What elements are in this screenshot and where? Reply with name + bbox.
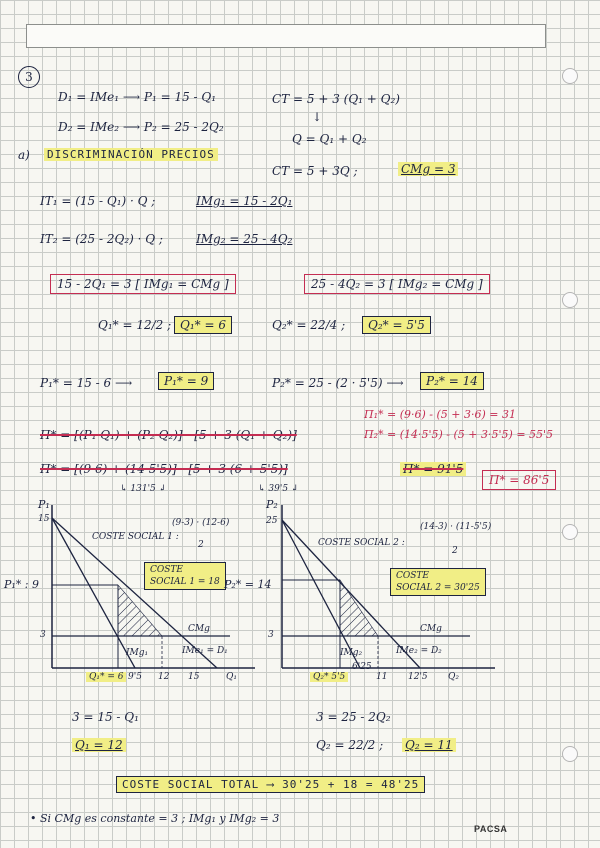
g2-ime: IMe₂ = D₂ (396, 646, 442, 656)
g2-social-box: COSTE SOCIAL 2 = 30'25 (390, 568, 486, 596)
g1-x-95: 9'5 (128, 672, 142, 682)
g1-social-box: COSTE SOCIAL 1 = 18 (144, 562, 226, 590)
g1-social-title: COSTE SOCIAL 1 : (92, 532, 179, 542)
cost-total-2: CT = 5 + 3Q ; (272, 164, 358, 178)
g2-x-axis-label: Q₂ (448, 672, 459, 682)
section-a-label: a) (18, 148, 30, 162)
price-2-calc: P₂* = 25 - (2 · 5'5) ⟶ (272, 376, 404, 390)
exercise-number: 3 (18, 66, 40, 88)
g2-x-625: 6'25 (352, 662, 372, 672)
social-q-1: Q₁ = 12 (72, 738, 126, 752)
brand-logo: PACSA (474, 824, 508, 834)
g2-price-label: P₂* = 14 (224, 578, 272, 591)
income-2: IT₂ = (25 - 2Q₂) · Q ; (40, 232, 163, 246)
quantity-2-calc: Q₂* = 22/4 ; (272, 318, 346, 332)
g1-x-q: Q₁* = 6 (86, 672, 126, 682)
g2-y-axis-label: P₂ (266, 498, 278, 511)
g2-social-title: COSTE SOCIAL 2 : (318, 538, 405, 548)
g1-cmg: CMg (188, 624, 210, 634)
g2-cmg: CMg (420, 624, 442, 634)
footer-note: • Si CMg es constante = 3 ; IMg₁ y IMg₂ = 3 (30, 812, 280, 825)
condition-1: 15 - 2Q₁ = 3 [ IMg₁ = CMg ] (50, 274, 236, 294)
condition-2: 25 - 4Q₂ = 3 [ IMg₂ = CMg ] (304, 274, 490, 294)
g2-y-top: 25 (266, 516, 278, 526)
profit-result-struck: Π* = 91'5 (400, 462, 466, 476)
g1-x-12: 12 (158, 672, 170, 682)
total-social-cost: COSTE SOCIAL TOTAL ⟶ 30'25 + 18 = 48'25 (116, 776, 425, 793)
quantity-1-calc: Q₁* = 12/2 ; (98, 318, 172, 332)
graph-market-1 (30, 500, 270, 690)
demand-1: D₁ = IMe₁ ⟶ P₁ = 15 - Q₁ (58, 90, 217, 104)
g1-social-den: 2 (198, 540, 204, 550)
header-box (26, 24, 546, 48)
g2-img: IMg₂ (340, 648, 363, 658)
g1-y-axis-label: P₁ (38, 498, 50, 511)
binder-hole (562, 746, 578, 762)
g1-ime: IMe₁ = D₁ (182, 646, 228, 656)
g1-img: IMg₁ (126, 648, 149, 658)
price-1-calc: P₁* = 15 - 6 ⟶ (40, 376, 133, 390)
profit-formula-struck: Π* = [(P₁·Q₁) + (P₂·Q₂)] - [5 + 3 (Q₁ + Q₂)] (40, 428, 297, 442)
price-2-result: P₂* = 14 (420, 372, 484, 390)
g1-x-axis-label: Q₁ (226, 672, 237, 682)
social-q-2: Q₂ = 11 (402, 738, 456, 752)
g1-price-label: P₁* : 9 (4, 578, 40, 591)
quantity-1-result: Q₁* = 6 (174, 316, 232, 334)
price-1-result: P₁* = 9 (158, 372, 214, 390)
social-eq-1: 3 = 15 - Q₁ (72, 710, 139, 724)
marginal-income-1: IMg₁ = 15 - 2Q₁ (196, 194, 293, 208)
deadweight-area (118, 585, 162, 636)
section-a-title: DISCRIMINACIÓN PRECIOS (44, 148, 218, 161)
demand-2: D₂ = IMe₂ ⟶ P₂ = 25 - 2Q₂ (58, 120, 224, 134)
social-q-2-calc: Q₂ = 22/2 ; (316, 738, 384, 752)
marginal-cost: CMg = 3 (398, 162, 458, 176)
marginal-income-2: IMg₂ = 25 - 4Q₂ (196, 232, 293, 246)
g1-y-top: 15 (38, 514, 50, 524)
income-1: IT₁ = (15 - Q₁) · Q ; (40, 194, 156, 208)
g1-x-15: 15 (188, 672, 200, 682)
g1-three: 3 (40, 630, 46, 640)
g2-x-q: Q₂* 5'5 (310, 672, 348, 682)
profit-market-2: Π₂* = (14·5'5) - (5 + 3·5'5) = 55'5 (364, 428, 554, 441)
profit-market-1: Π₁* = (9·6) - (5 + 3·6) = 31 (364, 408, 516, 421)
profit-values-struck: Π* = [(9·6) + (14·5'5)] - [5 + 3 (6 + 5'5)] (40, 462, 288, 476)
profit-subtotal-2: ↳ 39'5 ↲ (258, 484, 299, 494)
quantity-2-result: Q₂* = 5'5 (362, 316, 431, 334)
profit-total: Π* = 86'5 (482, 470, 556, 490)
g2-x-11: 11 (376, 672, 388, 682)
binder-hole (562, 292, 578, 308)
g2-x-125: 12'5 (408, 672, 428, 682)
binder-hole (562, 68, 578, 84)
g2-social-den: 2 (452, 546, 458, 556)
profit-subtotal-1: ↳ 131'5 ↲ (120, 484, 167, 494)
quantity-sum: Q = Q₁ + Q₂ (292, 132, 367, 146)
cost-arrow: ↓ (312, 110, 323, 124)
cost-total: CT = 5 + 3 (Q₁ + Q₂) (272, 92, 400, 106)
g1-social-num: (9-3) · (12-6) (172, 518, 230, 528)
g2-social-num: (14-3) · (11-5'5) (420, 522, 492, 532)
g2-three: 3 (268, 630, 274, 640)
social-eq-2: 3 = 25 - 2Q₂ (316, 710, 391, 724)
binder-hole (562, 524, 578, 540)
